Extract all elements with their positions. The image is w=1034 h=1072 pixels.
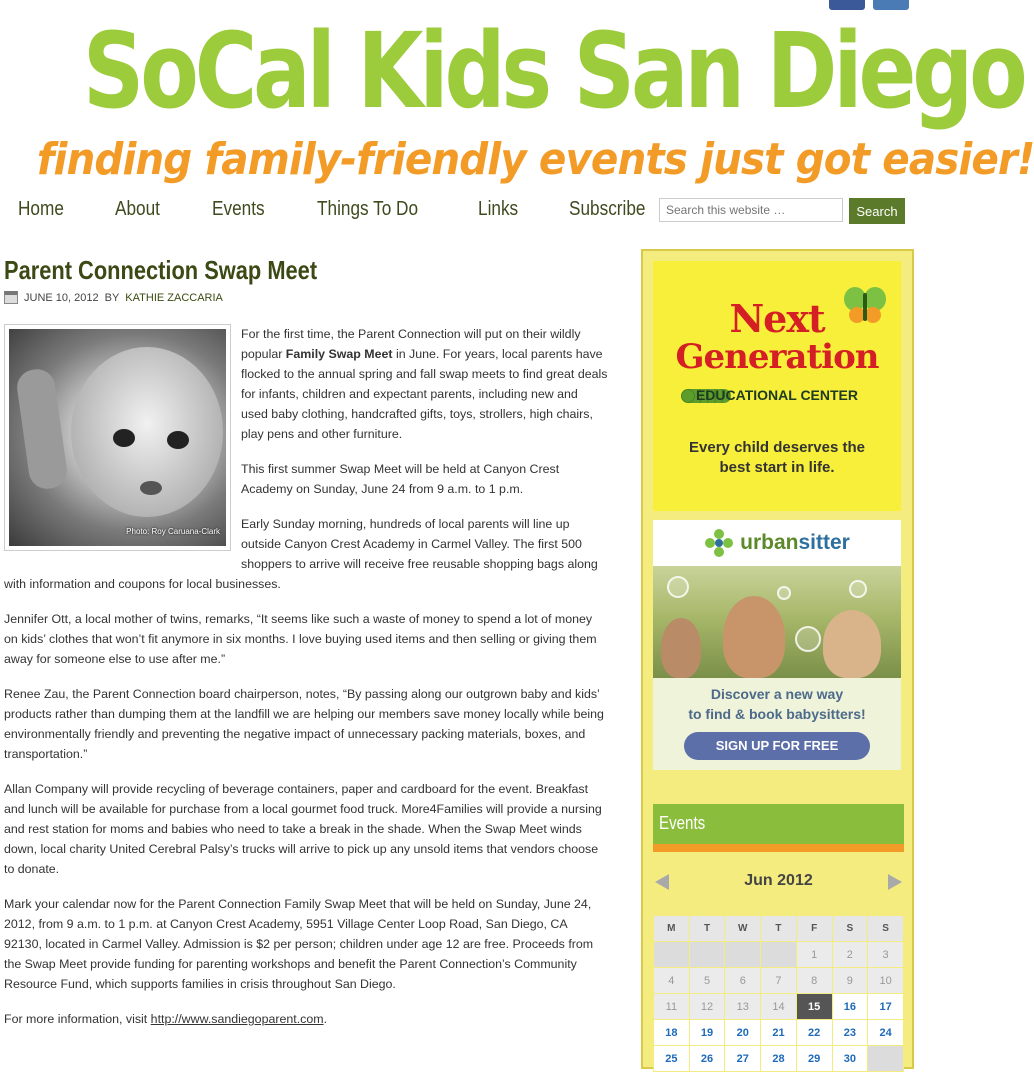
calendar-day (654, 942, 690, 968)
calendar-day[interactable]: 24 (868, 1020, 904, 1046)
post-by: BY (104, 291, 120, 304)
nav-about[interactable]: About (115, 198, 161, 220)
calendar-day[interactable]: 22 (796, 1020, 832, 1046)
baby-eye-right (167, 431, 189, 449)
calendar-weekday-row (654, 916, 904, 942)
calendar-day (725, 942, 761, 968)
site-tagline: finding family-friendly events just got easier! (36, 134, 1034, 185)
bubble-2 (795, 626, 821, 652)
calendar-day-today[interactable]: 15 (796, 994, 832, 1020)
rattle-shape (15, 367, 69, 491)
paragraph-7: Mark your calendar now for the Parent Connection Family Swap Meet that will be held on Sunday, June 24, 2012, from 9 a.m. to 1 p.m. at Canyon Crest Academy, 5951 Village Center Loop Road, San Diego, CA 92130, located in Carmel Valley. Admission is $2 per person; children under age 12 are free. Proceeds from the Swap Meet provide funding for parenting workshops and benefit the Parent Connection’s Community Resource Fund, which supports families in crisis throughout San Diego. (4, 897, 594, 991)
calendar-week (654, 968, 904, 994)
calendar-day[interactable]: 12 (689, 994, 725, 1020)
child-right (823, 610, 881, 678)
paragraph-6: Allan Company will provide recycling of beverage containers, paper and cardboard for the event. Breakfast and lunch will be available for purchase from a local gourmet food truck. More4Families will provide a nursing and rest station for moms and babies who need to take a break in the shade. When the Swap Meet winds down, local charity United Cerebral Palsy’s trucks will arrive to pick up any unsold items that vendors choose to donate. (4, 782, 602, 876)
next-generation-ad[interactable] (653, 261, 901, 511)
ad2-line2: to find & book babysitters! (688, 706, 866, 722)
paragraph-2: This first summer Swap Meet will be held at Canyon Crest Academy on Sunday, June 24 from 9 a.m. to 1 p.m. (241, 462, 560, 496)
calendar-day[interactable]: 28 (761, 1046, 797, 1072)
calendar-day[interactable]: 14 (761, 994, 797, 1020)
weekday-thu: T (761, 916, 797, 942)
calendar-day[interactable]: 21 (761, 1020, 797, 1046)
post-title[interactable]: Parent Connection Swap Meet (4, 255, 318, 285)
calendar-day[interactable]: 10 (868, 968, 904, 994)
calendar-day[interactable]: 7 (761, 968, 797, 994)
calendar-week (654, 1046, 904, 1072)
kids-bubbles-photo (653, 566, 901, 678)
sandiegoparent-link[interactable]: http://www.sandiegoparent.com (150, 1012, 324, 1026)
twitter-icon[interactable] (873, 0, 909, 10)
calendar-nav (653, 872, 904, 896)
calendar-day (689, 942, 725, 968)
calendar-day[interactable]: 26 (689, 1046, 725, 1072)
ad2-line1: Discover a new way (710, 686, 844, 702)
main-nav (18, 198, 702, 221)
search-button[interactable]: Search (849, 198, 905, 224)
calendar-day[interactable]: 1 (796, 942, 832, 968)
p1-part-a: For the first time, the Parent Connection will put on their wildly popular (241, 327, 581, 361)
events-calendar (653, 915, 904, 1072)
p8-prefix: For more information, visit (4, 1012, 151, 1026)
post-meta (4, 291, 608, 304)
paragraph-5: Renee Zau, the Parent Connection board chairperson, notes, “By passing along our outgrown baby and kids’ products rather than dumping them at the landfill we are helping our members save money locally while being environmentally friendly and preventing the negative impact of unnecessary packing materials, boxes, and transportation.” (4, 687, 604, 761)
child-left (661, 618, 701, 678)
post-body (4, 324, 608, 1029)
calendar-day[interactable]: 17 (868, 994, 904, 1020)
calendar-day[interactable]: 2 (832, 942, 868, 968)
events-widget-heading (653, 804, 904, 852)
events-heading-text: Events (659, 813, 706, 833)
baby-eye-left (113, 429, 135, 447)
post-author[interactable]: KATHIE ZACCARIA (125, 291, 223, 304)
paragraph-4: Jennifer Ott, a local mother of twins, remarks, “It seems like such a waste of money to spend a lot of money on kids’ clothes that won’t fit anymore in six months. I love buying used items and then selling or giving them away for someone else to use after me.” (4, 612, 597, 666)
baby-mouth (140, 481, 162, 495)
calendar-day[interactable]: 9 (832, 968, 868, 994)
baby-photo-image (9, 329, 226, 546)
calendar-day[interactable]: 11 (654, 994, 690, 1020)
ad1-slogan-line2: best start in life. (719, 459, 835, 476)
calendar-day[interactable]: 27 (725, 1046, 761, 1072)
calendar-day[interactable]: 29 (796, 1046, 832, 1072)
sidebar (641, 249, 914, 1069)
baby-photo (4, 324, 231, 551)
calendar-day[interactable]: 6 (725, 968, 761, 994)
paragraph-8 (4, 1009, 608, 1029)
calendar-day[interactable]: 25 (654, 1046, 690, 1072)
calendar-day[interactable]: 18 (654, 1020, 690, 1046)
urbansitter-logo (653, 520, 901, 566)
weekday-sun: S (868, 916, 904, 942)
calendar-day[interactable]: 8 (796, 968, 832, 994)
calendar-week (654, 994, 904, 1020)
p8-suffix: . (323, 1012, 328, 1026)
p1-bold: Family Swap Meet (285, 347, 393, 361)
social-icons (829, 0, 909, 10)
calendar-day[interactable]: 19 (689, 1020, 725, 1046)
bubble-4 (777, 586, 791, 600)
photo-credit: Photo: Roy Caruana-Clark (126, 527, 220, 536)
calendar-day[interactable]: 5 (689, 968, 725, 994)
ad1-brand-line1: Next (729, 296, 825, 341)
calendar-day[interactable]: 30 (832, 1046, 868, 1072)
calendar-day (868, 1046, 904, 1072)
nav-home[interactable]: Home (18, 198, 64, 220)
girl-blowing-bubbles (723, 596, 785, 678)
calendar-day (761, 942, 797, 968)
ad1-subtitle: EDUCATIONAL CENTER (695, 387, 859, 403)
calendar-week (654, 1020, 904, 1046)
site-logo-title[interactable]: SoCal Kids San Diego (82, 10, 1024, 132)
nav-subscribe[interactable]: Subscribe (568, 198, 646, 220)
calendar-icon (4, 291, 18, 304)
urbansitter-ad[interactable] (653, 520, 901, 770)
bubble-1 (667, 576, 689, 598)
calendar-day[interactable]: 3 (868, 942, 904, 968)
weekday-fri: F (796, 916, 832, 942)
brand-part-b: sitter (798, 531, 850, 554)
paragraph-3: Early Sunday morning, hundreds of local parents will line up outside Canyon Crest Academy in Carmel Valley. The first 500 shoppers to arrive will receive free reusable shopping bags along with information and coupons for local businesses. (4, 517, 598, 591)
brand-part-a: urban (740, 531, 799, 554)
ad1-brand-line2: Generation (675, 337, 879, 377)
search-input[interactable] (659, 198, 843, 222)
nav-events[interactable]: Events (211, 198, 265, 220)
calendar-day[interactable]: 13 (725, 994, 761, 1020)
search-form (659, 198, 905, 224)
urbansitter-brand (740, 531, 850, 555)
post-date: JUNE 10, 2012 (24, 291, 99, 304)
ad1-slogan-line1: Every child deserves the (689, 439, 865, 456)
calendar-day[interactable]: 20 (725, 1020, 761, 1046)
article-column (4, 252, 608, 1044)
calendar-day[interactable]: 23 (832, 1020, 868, 1046)
weekday-wed: W (725, 916, 761, 942)
weekday-tue: T (689, 916, 725, 942)
calendar-month: Jun 2012 (744, 872, 813, 889)
weekday-sat: S (832, 916, 868, 942)
p1-part-b: in June. For years, local parents have flocked to the annual spring and fall swap meets to find great deals for infants, children and expectant parents, including new and used baby clothing, handcrafted gifts, toys, strollers, high chairs, play pens and other furniture. (241, 347, 608, 441)
sign-up-button[interactable]: SIGN UP FOR FREE (684, 732, 870, 760)
bubble-3 (849, 580, 867, 598)
flower-logo-icon (704, 528, 734, 558)
nav-links[interactable]: Links (478, 198, 519, 220)
nav-things-to-do[interactable]: Things To Do (316, 198, 418, 220)
calendar-week (654, 942, 904, 968)
weekday-mon: M (654, 916, 690, 942)
calendar-day[interactable]: 4 (654, 968, 690, 994)
next-month-arrow-icon[interactable] (888, 874, 902, 890)
calendar-day[interactable]: 16 (832, 994, 868, 1020)
